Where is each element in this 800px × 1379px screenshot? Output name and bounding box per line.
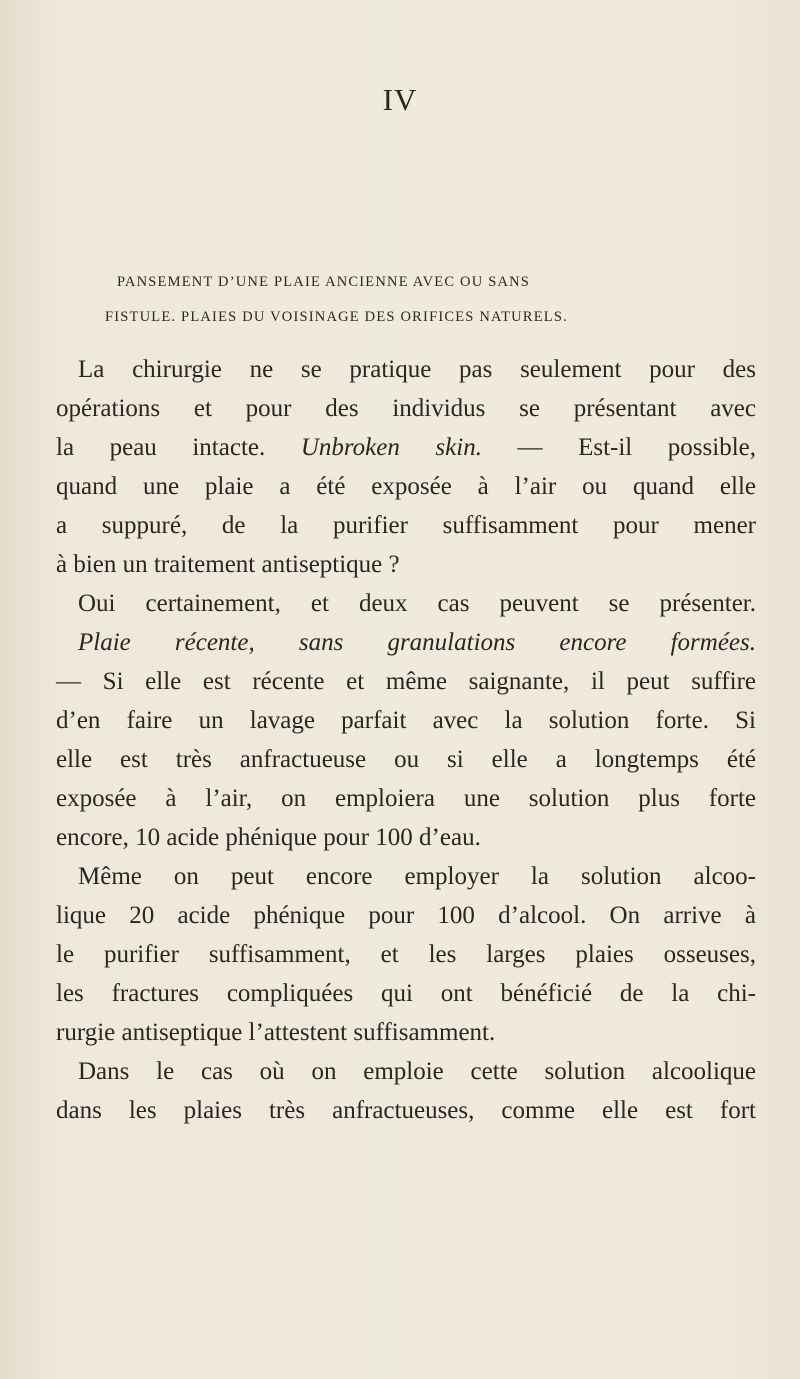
chapter-number: IV [382,82,418,117]
chapter-title-line-2: FISTULE. PLAIES DU VOISINAGE DES ORIFICES NATURELS. [105,309,568,325]
text-line: elle est très anfractueuse ou si elle a longtemps été [56,746,756,773]
text-line: rurgie antiseptique l’attestent suffisamment. [56,1019,496,1046]
text-line: Oui certainement, et deux cas peuvent se présenter. [78,590,756,617]
text-line [56,623,756,662]
text-line: à bien un traitement antiseptique ? [56,551,400,578]
text-line: dans les plaies très anfractueuses, comme elle est fort [56,1097,756,1124]
chapter-title [105,265,735,335]
chapter-title-line-1: PANSEMENT D’UNE PLAIE ANCIENNE AVEC OU SANS [117,274,531,290]
text-line: le purifier suffisamment, et les larges plaies osseuses, [56,941,756,968]
text-line: lique 20 acide phénique pour 100 d’alcool. On arrive à [56,902,756,929]
italic-heading-rest: , sans granulations encore formées. [248,629,756,656]
text-segment: la peau intacte. [56,434,301,461]
text-segment: — Est-il possible, [481,434,756,461]
italic-heading-recente: récente [130,629,249,656]
text-line: Même on peut encore employer la solution alcoo- [78,863,756,890]
body-text [56,350,756,1130]
text-line: exposée à l’air, on emploiera une solution plus forte [56,785,756,812]
text-line: quand une plaie a été exposée à l’air ou quand elle [56,473,756,500]
text-line: opérations et pour des individus se présentant avec [56,395,756,422]
text-line: La chirurgie ne se pratique pas seulement pour des [78,356,756,383]
text-line: — Si elle est récente et même saignante, il peut suffire [56,668,756,695]
text-line: les fractures compliquées qui ont bénéficié de la chi- [56,980,756,1007]
text-line [56,428,756,467]
text-line: a suppuré, de la purifier suffisamment pour mener [56,512,756,539]
text-line: encore, 10 acide phénique pour 100 d’eau. [56,824,481,851]
italic-heading-plaie: Plaie [78,629,131,656]
text-line: d’en faire un lavage parfait avec la solution forte. Si [56,707,756,734]
text-line: Dans le cas où on emploie cette solution alcoolique [78,1058,756,1085]
italic-phrase-unbroken-skin: Unbroken skin. [300,434,482,461]
